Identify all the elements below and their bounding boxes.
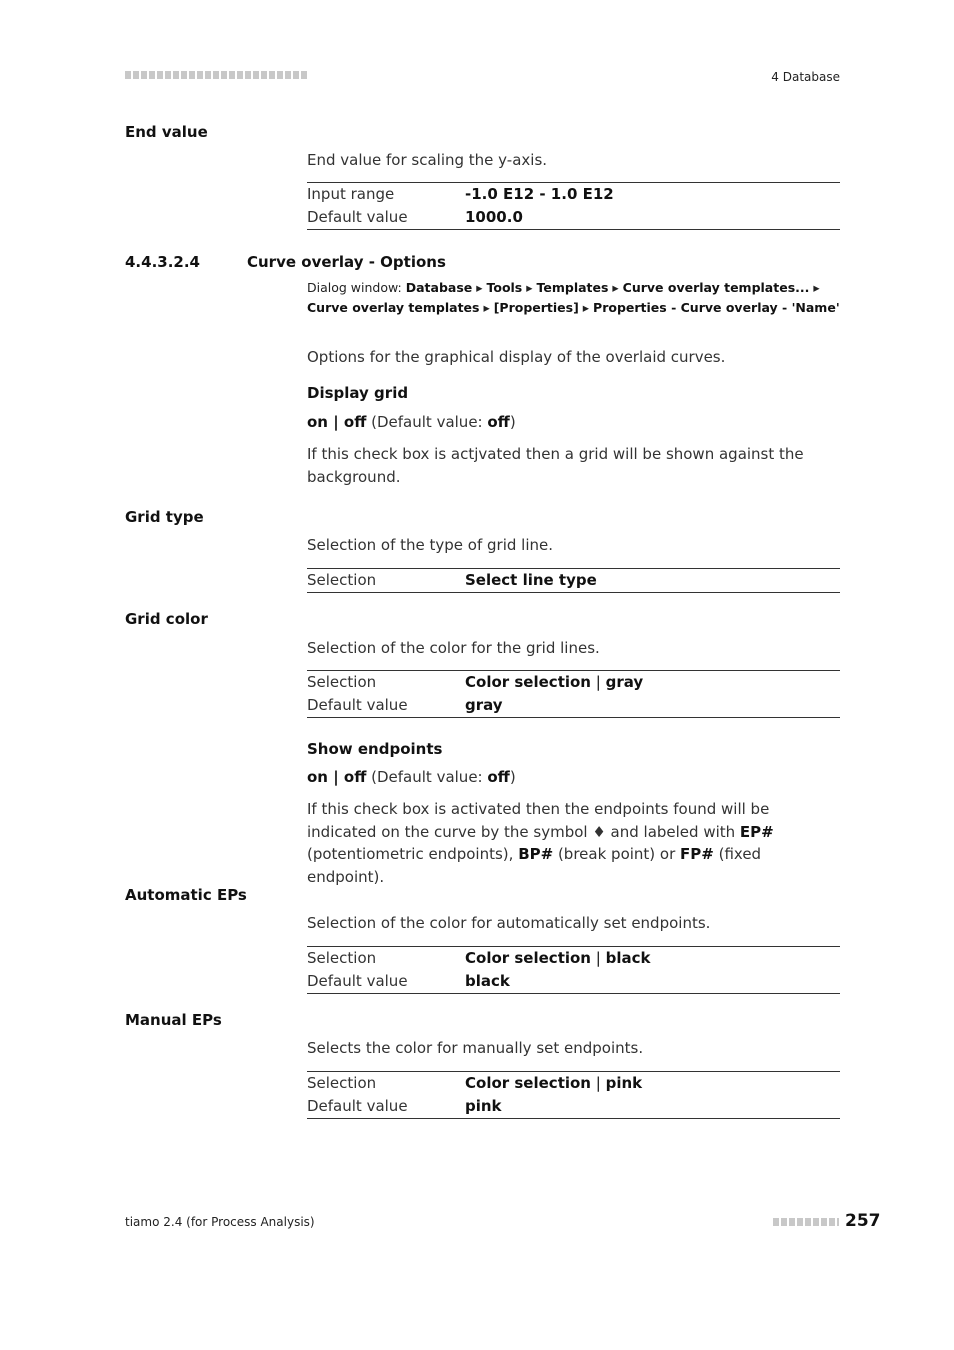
table-value: Select line type	[465, 571, 597, 589]
manual-eps-description: Selects the color for manually set endpoints.	[307, 1039, 644, 1057]
table-key: Default value	[307, 696, 408, 714]
param-title-grid-type: Grid type	[125, 508, 204, 526]
section-title: Curve overlay - Options	[247, 253, 446, 271]
table-value	[465, 671, 840, 695]
table-row	[307, 206, 840, 230]
param-title-manual-eps: Manual EPs	[125, 1011, 222, 1029]
option-values: on | off	[307, 768, 367, 786]
table-value: 1000.0	[465, 208, 523, 226]
grid-color-description: Selection of the color for the grid lines.	[307, 639, 600, 657]
dialog-path-item: Properties - Curve overlay - 'Name'	[593, 299, 840, 315]
table-row	[307, 947, 840, 971]
footer-product: tiamo 2.4 (for Process Analysis)	[125, 1215, 315, 1229]
end-value-description: End value for scaling the y-axis.	[307, 151, 548, 169]
table-value	[465, 947, 840, 971]
selection-option: gray	[605, 673, 644, 691]
endpoint-label-bp: BP#	[518, 845, 554, 863]
dialog-path-item: Tools	[486, 280, 523, 295]
section-intro: Options for the graphical display of the overlaid curves.	[307, 348, 726, 366]
default-value: off	[487, 413, 510, 431]
table-row	[307, 183, 840, 207]
table-row	[307, 1072, 840, 1096]
display-grid-description: If this check box is actjvated then a grid will be shown against the background.	[307, 445, 804, 486]
table-key: Selection	[307, 949, 377, 967]
table-row	[307, 1095, 840, 1119]
table-key: Selection	[307, 571, 377, 589]
dialog-path: Dialog window: Database ▸ Tools ▸ Templates ▸ Curve overlay templates... ▸ Curve overlay templates ▸ [Properties] ▸ Properties - Curve overlay - 'Name'	[307, 280, 840, 315]
table-value: pink	[465, 1097, 502, 1115]
table-key: Input range	[307, 185, 395, 203]
selection-separator: |	[590, 673, 606, 691]
automatic-eps-table	[307, 946, 840, 994]
display-grid-options	[307, 411, 840, 434]
table-row	[307, 970, 840, 994]
table-row	[307, 671, 840, 695]
default-prefix: (Default value:	[366, 768, 488, 786]
dialog-path-item: Curve overlay templates	[307, 299, 480, 315]
selection-option: Color selection	[465, 949, 591, 967]
table-row	[307, 694, 840, 718]
section-number: 4.4.3.2.4	[125, 253, 200, 271]
grid-type-description: Selection of the type of grid line.	[307, 536, 553, 554]
description-text: If this check box is activated then the endpoints found will be indicated on the curve by the symbol ♦ and labeled with	[307, 800, 770, 841]
sub-title-display-grid: Display grid	[307, 384, 409, 402]
table-value	[465, 1072, 840, 1096]
table-value: black	[465, 972, 510, 990]
table-key: Selection	[307, 1074, 377, 1092]
selection-option: Color selection	[465, 673, 591, 691]
footer-decoration	[773, 1218, 839, 1226]
selection-separator: |	[590, 1074, 606, 1092]
table-key: Default value	[307, 972, 408, 990]
table-key: Default value	[307, 1097, 408, 1115]
default-suffix: )	[509, 768, 516, 786]
selection-option: black	[605, 949, 651, 967]
param-title-end-value: End value	[125, 123, 208, 141]
selection-separator: |	[590, 949, 606, 967]
table-value: -1.0 E12 - 1.0 E12	[465, 185, 614, 203]
grid-color-table	[307, 670, 840, 718]
page-number: 257	[845, 1211, 881, 1231]
endpoint-label-fp: FP#	[680, 845, 714, 863]
param-title-automatic-eps: Automatic EPs	[125, 886, 247, 904]
description-text: (break point) or	[553, 845, 681, 863]
endpoint-label-ep: EP#	[739, 822, 774, 841]
description-text: (fixed endpoint).	[307, 845, 762, 886]
table-value: gray	[465, 696, 503, 714]
option-values: on | off	[307, 413, 367, 431]
table-row	[307, 569, 840, 593]
dialog-path-item: Templates	[536, 280, 609, 295]
selection-option: pink	[605, 1074, 643, 1092]
dialog-path-item: [Properties]	[493, 299, 579, 315]
dialog-path-item: Database	[405, 280, 473, 295]
manual-eps-table	[307, 1071, 840, 1119]
param-title-grid-color: Grid color	[125, 610, 208, 628]
default-value: off	[487, 768, 510, 786]
description-text: (potentiometric endpoints),	[307, 845, 519, 863]
grid-type-table	[307, 568, 840, 593]
show-endpoints-options	[307, 766, 840, 789]
header-decoration	[125, 71, 307, 79]
automatic-eps-description: Selection of the color for automatically set endpoints.	[307, 914, 711, 932]
end-value-table	[307, 182, 840, 230]
dialog-prefix: Dialog window:	[307, 280, 406, 295]
sub-title-show-endpoints: Show endpoints	[307, 740, 443, 758]
table-key: Selection	[307, 673, 377, 691]
default-suffix: )	[509, 413, 516, 431]
default-prefix: (Default value:	[366, 413, 488, 431]
selection-option: Color selection	[465, 1074, 591, 1092]
running-header-chapter: 4 Database	[771, 70, 840, 84]
table-key: Default value	[307, 208, 408, 226]
dialog-path-item: Curve overlay templates...	[622, 280, 810, 295]
show-endpoints-description	[307, 798, 840, 888]
